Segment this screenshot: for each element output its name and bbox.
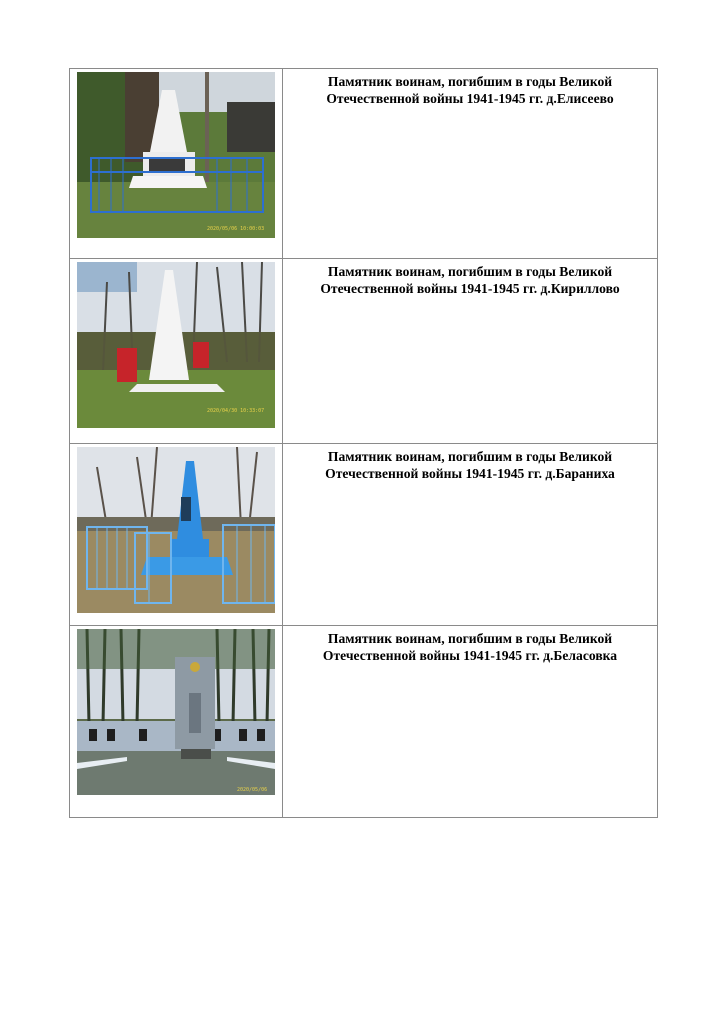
photo-cell [70,444,283,626]
memorials-table [69,68,658,818]
caption-cell [283,444,658,626]
table-row [70,69,658,259]
caption-line: Памятник воинам, погибшим в годы Великой [327,449,613,464]
table-row [70,259,658,444]
photo-monument-kirillovo [77,262,275,428]
photo-monument-baranikha [77,447,275,613]
memorial-caption [283,73,657,107]
caption-cell [283,69,658,259]
memorial-caption [283,263,657,297]
caption-line: Памятник воинам, погибшим в годы Великой [327,74,613,89]
photo-timestamp: 2020/05/06 [237,787,268,793]
photo-monument-eliseevo [77,72,275,238]
memorial-caption [283,630,657,664]
table-row [70,626,658,818]
caption-line: Памятник воинам, погибшим в годы Великой [327,631,613,646]
caption-line: Отечественной войны 1941-1945 гг. д.Беласовка [322,648,618,663]
caption-line: Памятник воинам, погибшим в годы Великой [327,264,613,279]
caption-line: Отечественной войны 1941-1945 гг. д.Бараниха [325,466,615,481]
photo-timestamp: 2020/04/30 10:33:07 [207,408,265,414]
caption-cell [283,626,658,818]
photo-timestamp: 2020/05/06 10:00:03 [207,226,265,232]
photo-cell [70,626,283,818]
caption-line: Отечественной войны 1941-1945 гг. д.Елисеево [326,91,614,106]
caption-line: Отечественной войны 1941-1945 гг. д.Кириллово [320,281,620,296]
photo-cell [70,69,283,259]
memorial-caption [283,448,657,482]
photo-cell [70,259,283,444]
table-row [70,444,658,626]
caption-cell [283,259,658,444]
photo-monument-belasovka [77,629,275,795]
